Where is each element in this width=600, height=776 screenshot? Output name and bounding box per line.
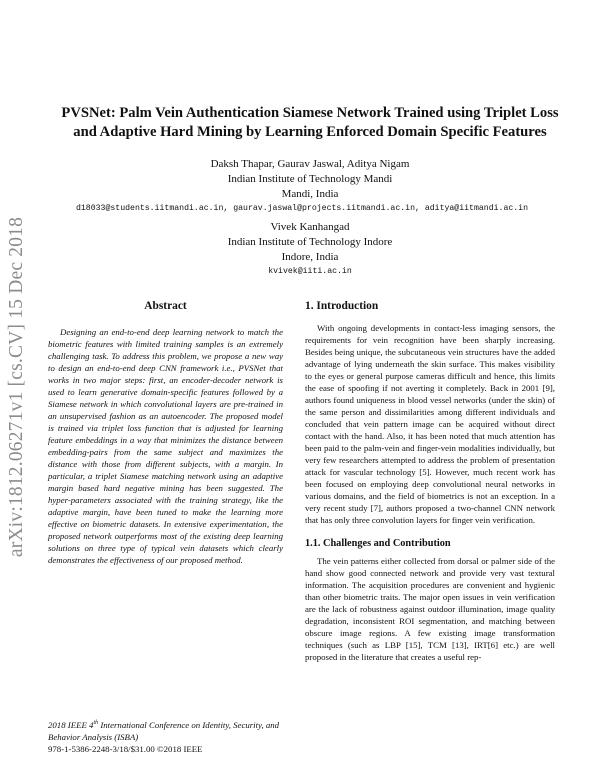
- abstract-body: Designing an end-to-end deep learning network to match the biometric features with limited training samples is an extremely challenging task. To address this problem, we propose a new way to design an end-to-end deep CNN framework i.e., PVSNet that works in two major steps: first, an encoder-decoder network is used to learn generative domain-specific features followed by a Siamese network in which convolutional layers are pre-trained in an unsupervised fashion as an autoencoder. The proposed model is trained via triplet loss function that is adjusted for learning feature embeddings in a way that minimizes the distance between embedding-pairs from the same subject and maximizes the distance with those from different subjects, with a margin. In particular, a triplet Siamese matching network using an adaptive margin based hard negative mining has been suggested. The hyper-parameters associated with the training strategy, like the adaptive margin, have been tuned to make the learning more effective on biometric datasets. In extensive experimentation, the proposed network outperforms most of the existing deep learning solutions on three type of typical vein datasets which clearly demonstrates the effectiveness of our proposed method.: [48, 327, 283, 565]
- intro-paragraph: With ongoing developments in contact-less imaging sensors, the requirements for vein recognition have been sharply increasing. Besides being unique, the subcutaneous vein structures have the added advantage of lying underneath the skin surface. This makes visibility to the eyes or general purpose cameras difficult and hence, this limits the ease of spoofing if not averting it completely. Back in 2001 [9], authors found uniqueness in blood vessel networks (under the skin) of the same person and dissimilarities among different individuals and concluded that vein pattern image can be acquired without direct contact with the hand. Also, it has been noted that much attention has been paid to the palm-vein and finger-vein modalities individually, but very few researchers attempted to address the problem of presentation attack for vascular technology [5]. However, much recent work has been focused on employing deep convolutional neural networks in various domains, and the field of biometrics is not an exception. In a very recent study [7], authors proposed a two-channel CNN network that has only three convolution layers for finger vein verification.: [305, 323, 555, 525]
- paper-title: [40, 104, 580, 142]
- title-line-1: PVSNet: Palm Vein Authentication Siamese Network Trained using Triplet Loss: [61, 105, 559, 121]
- author-block-2: [40, 220, 580, 278]
- author-names-1: Daksh Thapar, Gaurav Jaswal, Aditya Nigam: [210, 158, 410, 170]
- city-2: Indore, India: [281, 251, 339, 263]
- city-1: Mandi, India: [281, 188, 339, 200]
- left-column: [48, 300, 283, 566]
- institute-2: Indian Institute of Technology Indore: [227, 236, 393, 248]
- arxiv-watermark: [4, 197, 30, 577]
- conference-ordinal: th: [93, 720, 99, 726]
- conference-prefix: 2018 IEEE 4: [48, 719, 94, 730]
- author-names-2: Vivek Kanhangad: [270, 221, 350, 233]
- arxiv-id: arXiv:1812.06271v1 [cs.CV] 15 Dec 2018: [6, 216, 28, 558]
- author-emails-2: kvivek@iiti.ac.in: [268, 267, 352, 276]
- conference-footer: [48, 717, 288, 755]
- abstract-heading: Abstract: [144, 300, 187, 312]
- isbn-copyright: 978-1-5386-2248-3/18/$31.00 ©2018 IEEE: [48, 743, 203, 754]
- conference-name: [48, 717, 288, 743]
- author-block-1: [40, 157, 580, 202]
- right-column: [305, 300, 555, 663]
- challenges-paragraph: The vein patterns either collected from dorsal or palmer side of the hand show good connected network and provide very vast textural information. The acquisition procedures are convenient and hygienic than other biometric traits. The major open issues in vein verification are the lack of robustness against outdoor illumination, image quality degradation, inconsistent ROI segmentation, and matching between obscure image regions. A few existing image transformation techniques (such as LBP [15], TCM [13], IRT[6] etc.) are well proposed in the literature that creates a useful rep-: [305, 556, 555, 662]
- author-emails-1: d18033@students.iitmandi.ac.in, gaurav.jaswal@projects.iitmandi.ac.in, aditya@iitmandi.ac.in: [75, 204, 529, 213]
- conference-suffix: International Conference on Identity, Security, and Behavior Analysis (ISBA): [48, 719, 280, 742]
- title-line-2: and Adaptive Hard Mining by Learning Enforced Domain Specific Features: [73, 124, 547, 140]
- intro-heading: 1. Introduction: [305, 300, 379, 312]
- institute-1: Indian Institute of Technology Mandi: [227, 173, 393, 185]
- challenges-heading: 1.1. Challenges and Contribution: [305, 538, 451, 549]
